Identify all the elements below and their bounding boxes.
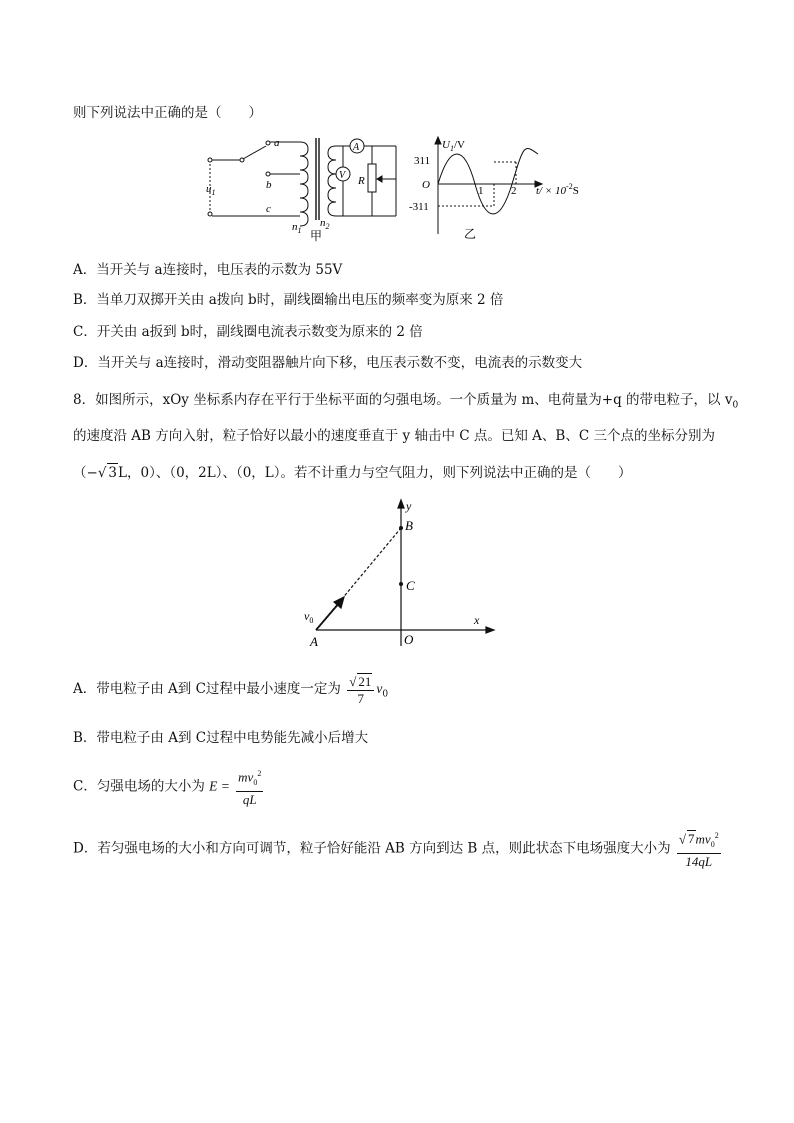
point-b-label: B — [405, 518, 413, 533]
q8-option-a: A．带电粒子由 A到 C过程中最小速度一定为 $\frac{√ 21}{7}$ $v_0$ — [73, 673, 389, 706]
q8-option-d: D．若匀强电场的大小和方向可调节，粒子恰好能沿 AB 方向到达 B 点，则此状态下电场强度大小为 $\frac{√ 7mv_0^2}{14qL}$ — [73, 828, 723, 870]
t2-label: 2 — [511, 185, 517, 197]
y-max-label: 311 — [414, 155, 431, 167]
sine-curve — [438, 148, 538, 214]
q8-line1: 8．如图所示，xOy 坐标系内存在平行于坐标平面的匀强电场。一个质量为 m、电荷量为+q 的带电粒子，以 $v_0$ — [73, 392, 739, 411]
q8-option-b: B．带电粒子由 A到 C过程中电势能先减小后增大 — [73, 730, 369, 746]
point-a-label: A — [310, 634, 318, 649]
svg-text:u1 — [206, 183, 216, 197]
voltmeter-label: V — [339, 170, 346, 181]
figure-jia-caption: 甲 — [310, 229, 323, 243]
q7-option-d: D．当开关与 a连接时，滑动变阻器触片向下移，电压表示数不变，电流表的示数变大 — [73, 355, 583, 371]
svg-text:U1/V — [442, 139, 465, 153]
switch-a-label: a — [274, 137, 280, 149]
velocity-vector — [316, 602, 340, 630]
x-axis-label: x — [474, 613, 480, 627]
q8-option-c: C．匀强电场的大小为 E = $\frac{mv_0^2}{qL}$ — [73, 766, 265, 808]
q7-option-c: C．开关由 a扳到 b时，副线圈电流表示数变为原来的 2 倍 — [73, 324, 423, 340]
q7-stem: 则下列说法中正确的是（ ） — [73, 105, 262, 121]
svg-text:t/ × 10-2S — [536, 182, 579, 197]
y-axis-sub: 1 — [449, 144, 454, 153]
x-axis-unit: S — [572, 185, 579, 197]
q8-line3: （−√ 3L，0）、（0，2L）、（0，L）。若不计重力与空气阻力，则下列说法中正确的是（ ） — [73, 465, 632, 481]
transformer-circuit-figure — [200, 134, 410, 244]
switch-b-label: b — [266, 179, 272, 191]
y-axis-label: y — [406, 499, 412, 513]
origin-label: O — [404, 632, 414, 647]
q8-line2: 的速度沿 AB 方向入射，粒子恰好以最小的速度垂直于 y 轴击中 C 点。已知 A、B、C 三个点的坐标分别为 — [73, 428, 715, 444]
n2-sub: 2 — [325, 222, 330, 231]
n2-label: n — [320, 217, 326, 229]
figure-yi-caption: 乙 — [464, 227, 477, 241]
svg-text:n1 — [292, 221, 302, 235]
resistor-label: R — [358, 175, 365, 187]
u1-sub: 1 — [211, 188, 216, 197]
svg-text:v0 — [304, 609, 313, 625]
q7-option-a: A．当开关与 a连接时，电压表的示数为 55V — [73, 262, 343, 278]
y-axis-label: U — [442, 139, 450, 151]
t1-label: 1 — [478, 185, 484, 197]
x-axis-label: t/ × 10 — [536, 185, 567, 197]
q8-coordinate-figure — [298, 498, 498, 650]
v0-label: v — [304, 609, 310, 623]
waveform-figure — [408, 134, 618, 244]
n1-label: n — [292, 221, 298, 233]
origin-label: O — [422, 179, 430, 191]
q7-option-b: B．当单刀双掷开关由 a拨向 b时，副线圈输出电压的频率变为原来 2 倍 — [73, 292, 504, 308]
y-axis-unit: /V — [453, 139, 465, 151]
u1-label: u — [206, 183, 212, 195]
point-c-label: C — [406, 578, 415, 593]
x-axis-exp: -2 — [566, 182, 573, 191]
ammeter-label: A — [353, 142, 360, 153]
y-min-label: -311 — [409, 201, 429, 213]
switch-c-label: c — [266, 203, 271, 215]
v0-sub: 0 — [309, 616, 314, 625]
n1-sub: 1 — [297, 226, 302, 235]
